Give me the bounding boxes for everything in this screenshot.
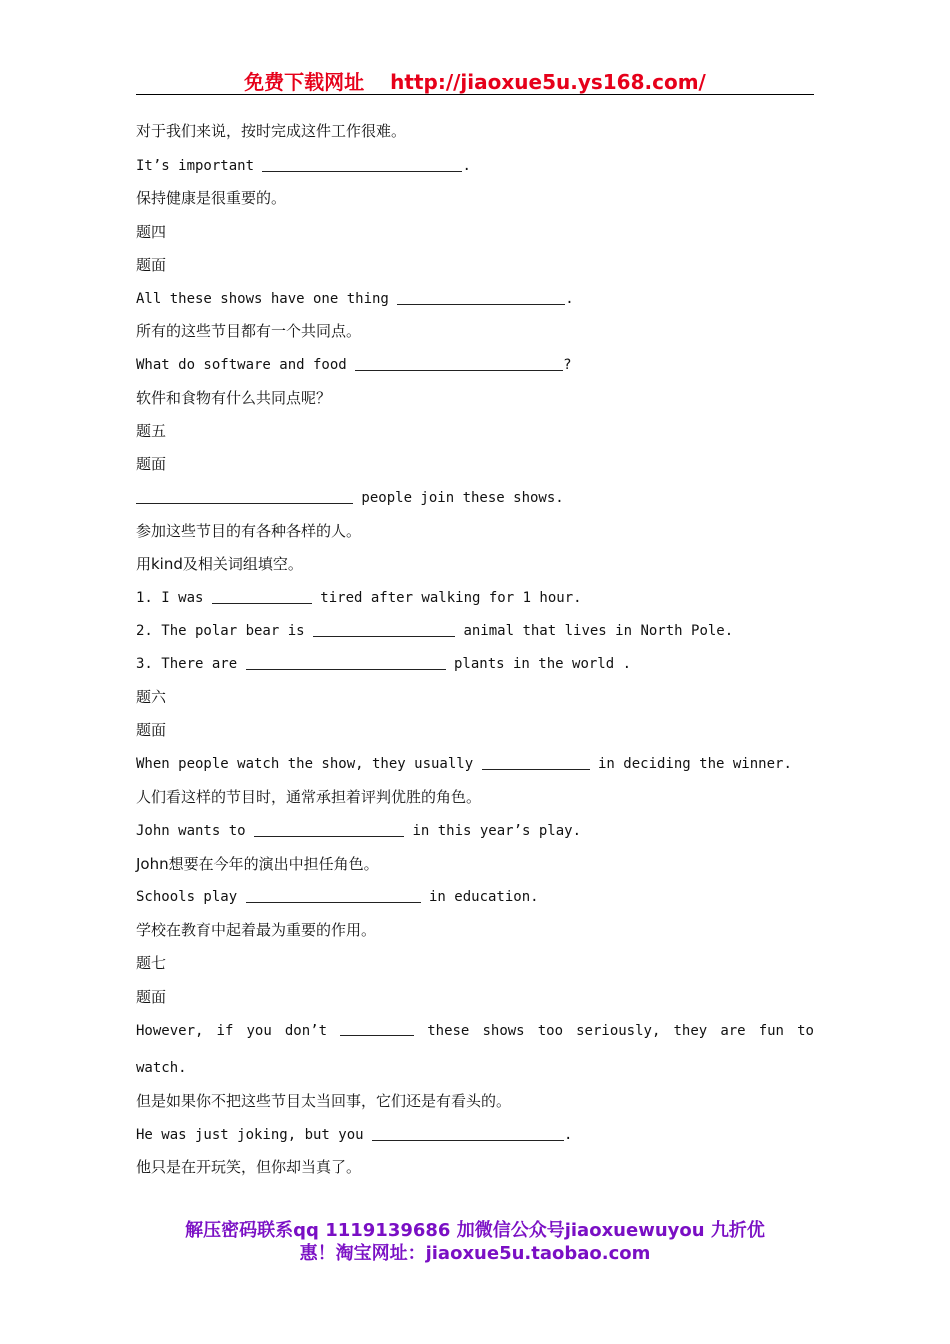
text-line: 对于我们来说，按时完成这件工作很难。 [136, 122, 407, 140]
exercise-line: It’s important . [136, 158, 471, 174]
text-line: 学校在教育中起着最为重要的作用。 [136, 921, 377, 939]
section-subtitle: 题面 [136, 256, 167, 274]
text-line: watch. [136, 1060, 187, 1076]
exercise-line: However, if you don’t these shows too seriously, they are fun to [136, 1023, 814, 1039]
exercise-line: people join these shows. [136, 488, 564, 508]
text-line: 参加这些节目的有各种各样的人。 [136, 522, 362, 540]
footer-shop-line: 惠！淘宝网址：jiaoxue5u.taobao.com [299, 1243, 651, 1264]
text-line: 人们看这样的节目时，通常承担着评判优胜的角色。 [136, 788, 482, 806]
section-title: 题五 [136, 422, 167, 440]
section-title: 题四 [136, 223, 167, 241]
answer-blank[interactable] [262, 157, 462, 172]
answer-blank[interactable] [340, 1021, 414, 1036]
exercise-line: 2. The polar bear is animal that lives in North Pole. [136, 623, 734, 639]
answer-blank[interactable] [212, 589, 312, 604]
text-line: 所有的这些节目都有一个共同点。 [136, 322, 362, 340]
section-subtitle: 题面 [136, 988, 167, 1006]
text-line: 他只是在开玩笑，但你却当真了。 [136, 1158, 362, 1176]
text-line: 软件和食物有什么共同点呢？ [136, 389, 332, 407]
answer-blank[interactable] [355, 356, 563, 371]
answer-blank[interactable] [254, 822, 404, 837]
exercise-line: John wants to in this year’s play. [136, 823, 582, 839]
answer-blank[interactable] [482, 755, 590, 770]
exercise-line: All these shows have one thing . [136, 291, 574, 307]
header-download-label: 免费下载网址 [244, 70, 365, 94]
answer-blank[interactable] [372, 1126, 564, 1141]
answer-blank[interactable] [246, 888, 421, 903]
instruction-line: 用kind及相关词组填空。 [136, 555, 303, 573]
answer-blank[interactable] [313, 622, 455, 637]
header-url-link[interactable]: http://jiaoxue5u.ys168.com/ [390, 70, 706, 94]
exercise-line: When people watch the show, they usually in deciding the winner. [136, 756, 792, 772]
answer-blank[interactable] [246, 655, 446, 670]
section-subtitle: 题面 [136, 721, 167, 739]
exercise-line: 3. There are plants in the world . [136, 656, 632, 672]
section-title: 题七 [136, 954, 167, 972]
text-line: 保持健康是很重要的。 [136, 189, 287, 207]
text-line: John想要在今年的演出中担任角色。 [136, 855, 379, 873]
answer-blank[interactable] [397, 290, 565, 305]
section-subtitle: 题面 [136, 455, 167, 473]
exercise-line: What do software and food ? [136, 357, 572, 373]
text-line: 但是如果你不把这些节目太当回事，它们还是有看头的。 [136, 1092, 512, 1110]
header-divider [136, 94, 814, 95]
footer-contact-line: 解压密码联系qq 1119139686 加微信公众号jiaoxuewuyou 九折优 [185, 1220, 765, 1241]
answer-blank[interactable] [136, 489, 353, 504]
exercise-line: 1. I was tired after walking for 1 hour. [136, 590, 582, 606]
page-header [0, 66, 950, 95]
section-title: 题六 [136, 688, 167, 706]
exercise-line: He was just joking, but you . [136, 1127, 573, 1143]
exercise-line: Schools play in education. [136, 889, 539, 905]
